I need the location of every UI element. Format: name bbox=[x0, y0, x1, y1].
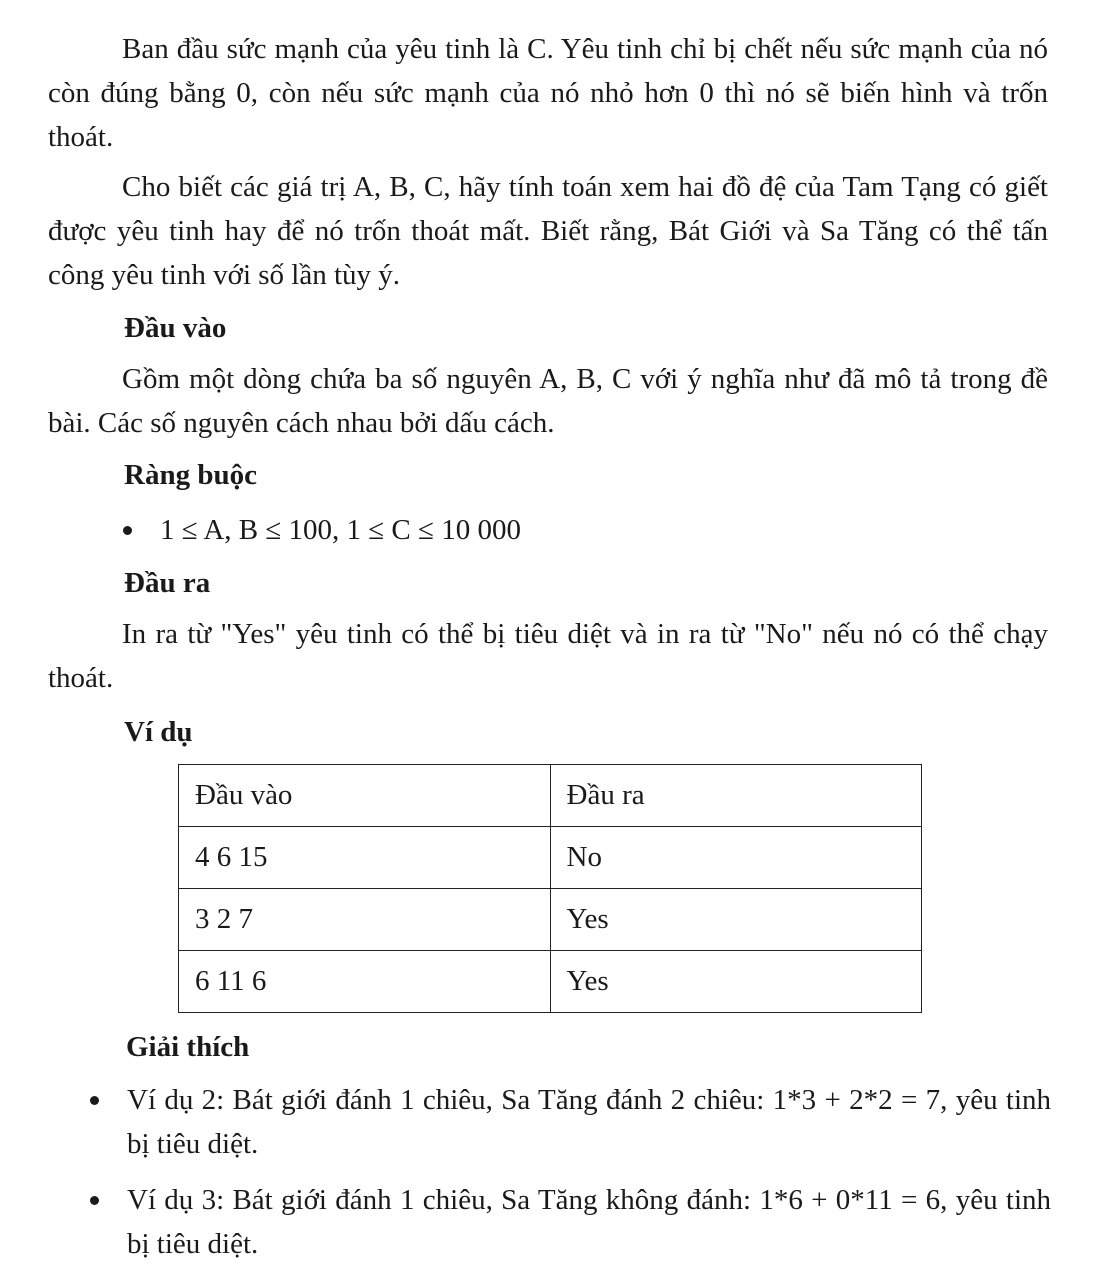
example-table bbox=[178, 764, 922, 1013]
intro-paragraph-2: Cho biết các giá trị A, B, C, hãy tính toán xem hai đồ đệ của Tam Tạng có giết được yêu tinh hay để nó trốn thoát mất. Biết rằng, Bát Giới và Sa Tăng có thể tấn công yêu tinh với số lần tùy ý. bbox=[48, 171, 1048, 291]
table-cell-input: 4 6 15 bbox=[179, 827, 551, 889]
explanation-text: Ví dụ 3: Bát giới đánh 1 chiêu, Sa Tăng không đánh: 1*6 + 0*11 = 6, yêu tinh bị tiêu diệt. bbox=[127, 1184, 1051, 1260]
header-cell-input: Đầu vào bbox=[179, 765, 551, 827]
table-row bbox=[179, 827, 922, 889]
output-description: In ra từ "Yes" yêu tinh có thể bị tiêu diệt và in ra từ "No" nếu nó có thể chạy thoát. bbox=[48, 618, 1048, 694]
output-heading: Đầu ra bbox=[124, 567, 211, 599]
bullet-icon bbox=[90, 1196, 99, 1205]
table-cell-output: Yes bbox=[550, 889, 922, 951]
header-cell-output: Đầu ra bbox=[550, 765, 922, 827]
input-heading: Đầu vào bbox=[124, 312, 227, 344]
explanation-text: Ví dụ 2: Bát giới đánh 1 chiêu, Sa Tăng đánh 2 chiêu: 1*3 + 2*2 = 7, yêu tinh bị tiêu diệt. bbox=[127, 1084, 1051, 1160]
table-cell-input: 6 11 6 bbox=[179, 951, 551, 1013]
constraint-text: 1 ≤ A, B ≤ 100, 1 ≤ C ≤ 10 000 bbox=[160, 514, 521, 546]
table-row bbox=[179, 889, 922, 951]
table-header-row bbox=[179, 765, 922, 827]
explanation-heading: Giải thích bbox=[126, 1031, 250, 1063]
bullet-icon bbox=[90, 1096, 99, 1105]
example-heading: Ví dụ bbox=[124, 716, 193, 748]
intro-paragraph-1: Ban đầu sức mạnh của yêu tinh là C. Yêu tinh chỉ bị chết nếu sức mạnh của nó còn đúng bằng 0, còn nếu sức mạnh của nó nhỏ hơn 0 thì nó sẽ biến hình và trốn thoát. bbox=[48, 33, 1048, 153]
table-row bbox=[179, 951, 922, 1013]
table-cell-output: Yes bbox=[550, 951, 922, 1013]
table-cell-output: No bbox=[550, 827, 922, 889]
table-cell-input: 3 2 7 bbox=[179, 889, 551, 951]
input-description: Gồm một dòng chứa ba số nguyên A, B, C với ý nghĩa như đã mô tả trong đề bài. Các số nguyên cách nhau bởi dấu cách. bbox=[48, 363, 1048, 439]
constraints-heading: Ràng buộc bbox=[124, 459, 257, 491]
bullet-icon bbox=[123, 526, 132, 535]
